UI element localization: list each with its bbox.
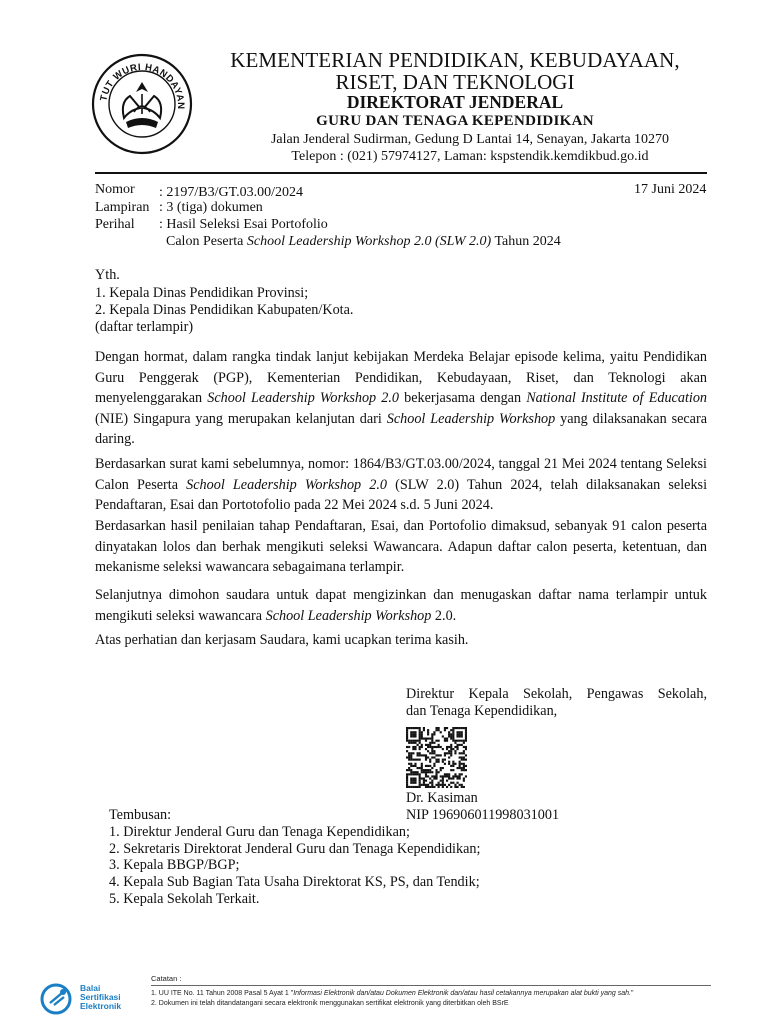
tembusan-item: 3. Kepala BBGP/BGP; (109, 857, 240, 873)
lampiran-label: Lampiran (95, 200, 150, 215)
recipient-item: 1. Kepala Dinas Pendidikan Provinsi; (95, 285, 309, 301)
header-divider (95, 172, 707, 174)
nomor-label: Nomor (95, 182, 135, 197)
bsre-logo-text: Balai Sertifikasi Elektronik (80, 983, 122, 1011)
footer-divider (151, 985, 711, 986)
salutation-yth: Yth. (95, 267, 120, 283)
body-paragraph-5: Atas perhatian dan kerjasam Saudara, kami ucapkan terima kasih. (95, 632, 469, 648)
directorate-general-title: DIREKTORAT JENDERAL (346, 92, 564, 112)
nomor-value: : 2197/B3/GT.03.00/2024 (159, 185, 304, 200)
body-paragraph-1: Dengan hormat, dalam rangka tindak lanjut kebijakan Merdeka Belajar episode kelima, yaitu Pendidikan Guru Penggerak (PGP), Kementerian Pendidikan, Kebudayaan, Riset, dan Teknologi akan menyelenggarakan School Leadership Workshop 2.0 bekerjasama dengan National Institute of Education (NIE) Singapura yang merupakan kelanjutan dari School Leadership Workshop yang dilaksanakan secara daring. (95, 349, 708, 447)
body-paragraph-4: Selanjutnya dimohon saudara untuk dapat mengizinkan dan menugaskan daftar nama terlampir untuk mengikuti seleksi wawancara School Leadership Workshop 2.0. (95, 587, 707, 624)
footer-note-1: 1. UU ITE No. 11 Tahun 2008 Pasal 5 Ayat 1 "Informasi Elektronik dan/atau Dokumen Elektronik dan/atau hasil cetakannya merupakan alat bukti yang sah." (151, 990, 634, 997)
signatory-nip: NIP 196906011998031001 (406, 807, 560, 823)
ministry-name-line1: KEMENTERIAN PENDIDIKAN, KEBUDAYAAN, (230, 48, 680, 72)
footer-note-2: 2. Dokumen ini telah ditandatangani secara elektronik menggunakan sertifikat elektronik yang diterbitkan oleh BSrE (151, 1000, 509, 1007)
recipient-note: (daftar terlampir) (95, 319, 194, 335)
perihal-label: Perihal (95, 217, 135, 232)
recipient-item: 2. Kepala Dinas Pendidikan Kabupaten/Kota. (95, 302, 354, 318)
bsre-logo-icon (40, 983, 72, 1015)
letter-date: 17 Juni 2024 (634, 182, 707, 197)
perihal-value-line2: Calon Peserta School Leadership Workshop 2.0 (SLW 2.0) Tahun 2024 (166, 234, 561, 249)
tembusan-item: 4. Kepala Sub Bagian Tata Usaha Direktorat KS, PS, dan Tendik; (109, 874, 480, 890)
tembusan-item: 2. Sekretaris Direktorat Jenderal Guru dan Tenaga Kependidikan; (109, 841, 481, 857)
directorate-general-subtitle: GURU DAN TENAGA KEPENDIDIKAN (316, 113, 594, 129)
footer-catatan-label: Catatan : (151, 974, 182, 983)
tut-wuri-handayani-logo (90, 52, 194, 156)
signatory-name: Dr. Kasiman (406, 790, 478, 806)
ministry-name-line2: RISET, DAN TEKNOLOGI (335, 70, 575, 94)
tembusan-item: 5. Kepala Sekolah Terkait. (109, 891, 260, 907)
tembusan-item: 1. Direktur Jenderal Guru dan Tenaga Kependidikan; (109, 824, 410, 840)
signatory-title-line2: dan Tenaga Kependidikan, (406, 703, 558, 719)
lampiran-value: : 3 (tiga) dokumen (159, 200, 263, 215)
body-paragraph-2: Berdasarkan surat kami sebelumnya, nomor: 1864/B3/GT.03.00/2024, tanggal 21 Mei 2024 tentang Seleksi Calon Peserta School Leadership Workshop 2.0 (SLW 2.0) Tahun 2024, telah dilaksanakan seleksi Pendaftaran, Esai dan Portotofolio pada 22 Mei 2024 s.d. 5 Juni 2024. (95, 456, 708, 513)
contact-line: Telepon : (021) 57974127, Laman: kspstendik.kemdikbud.go.id (291, 149, 649, 164)
svg-text:TUT WURI HANDAYANI: TUT WURI HANDAYAN (98, 61, 187, 110)
qr-code-icon (406, 727, 467, 788)
signatory-title-line1: Direktur Kepala Sekolah, Pengawas Sekolah, (406, 686, 707, 702)
tembusan-label: Tembusan: (109, 807, 172, 823)
address-line: Jalan Jenderal Sudirman, Gedung D Lantai 14, Senayan, Jakarta 10270 (270, 132, 670, 147)
perihal-value-line1: : Hasil Seleksi Esai Portofolio (159, 217, 328, 232)
body-paragraph-3: Berdasarkan hasil penilaian tahap Pendaftaran, Esai, dan Portofolio dimaksud, sebanyak 91 calon peserta dinyatakan lolos dan berhak mengikuti seleksi Wawancara. Adapun daftar calon peserta, ketentuan, dan mekanisme seleksi wawancara sebagaimana terlampir. (95, 518, 707, 575)
